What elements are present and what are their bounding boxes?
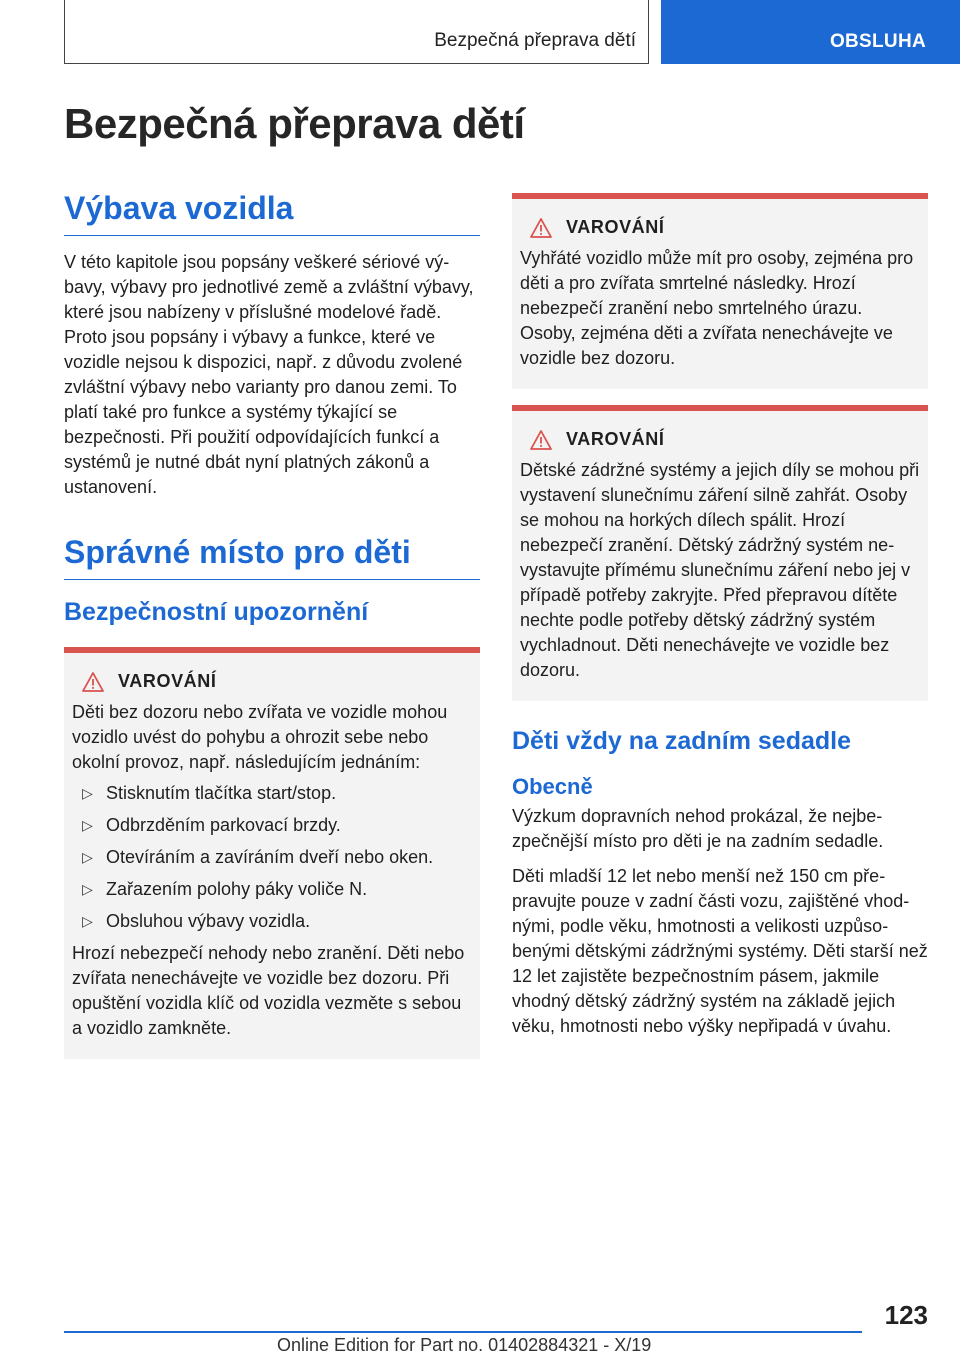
heading-spravne-misto: Správné místo pro děti xyxy=(64,534,480,580)
triangle-bullet-icon: ▷ xyxy=(82,817,93,833)
page-title: Bezpečná přeprava dětí xyxy=(64,100,525,147)
warning-title: VAROVÁNÍ xyxy=(118,671,217,691)
warning-triangle-icon xyxy=(530,218,552,238)
triangle-bullet-icon: ▷ xyxy=(82,881,93,897)
warning-text: Dětské zádržné systémy a jejich díly se mohou při vystavení slunečnímu záření silně zahřát. Osoby se mohou na horkých dílech spálit. Hrozí nebezpečí zranění. Dětský zádržný systém nevystavujte přímému slunečnímu záření nebo jej v případě potřeby zakryjte. Před přepravou dítěte nechte podle potřeby dětský zádržný systém vychladnout. Děti nenechávejte ve vozidle bez dozoru. xyxy=(520,460,920,680)
warning-box-hot-parts xyxy=(512,405,928,701)
triangle-bullet-icon: ▷ xyxy=(82,849,93,865)
page-number: 123 xyxy=(884,1300,928,1330)
warning-header xyxy=(82,671,472,692)
warning-list xyxy=(72,781,472,934)
warning-text: Děti bez dozoru nebo zvířata ve vozidle mohou vozidlo uvést do pohybu a ohrozit sebe nebo okolní provoz, např. následujícím jednáním: xyxy=(72,702,448,772)
list-item: ▷ Otevíráním a zavíráním dveří nebo oken. xyxy=(72,845,472,870)
warning-title: VAROVÁNÍ xyxy=(566,429,665,449)
subheading-bezpecnostni-upozorneni: Bezpečnostní upozornění xyxy=(64,598,369,626)
paragraph-research: Výzkum dopravních nehod prokázal, že nejbezpečnější místo pro děti je na zadním sedadle. xyxy=(512,806,884,851)
footer-edition: Online Edition for Part no. 01402884321 - X/19 xyxy=(277,1335,652,1355)
heading-vybava-vozidla: Výbava vozidla xyxy=(64,190,480,236)
warning-outro: Hrozí nebezpečí nehody nebo zranění. Děti nebo zvířata nenechávejte ve vozidle bez dozoru. Při opuštění vozidla klíč od vozidla vezměte s sebou a vozidlo zamkněte. xyxy=(72,943,465,1038)
warning-triangle-icon xyxy=(530,430,552,450)
header-section-title: Bezpečná přeprava dětí xyxy=(434,30,636,51)
right-column xyxy=(512,193,928,1039)
intro-paragraph: V této kapitole jsou popsány veškeré sériové výbavy, výbavy pro jednotlivé země a zvláštní výbavy, které jsou nabízeny v příslušné modelové řadě. Proto jsou popsány i výbavy a funkce, které ve vozidle nejsou k dispozici, např. z důvodu zvolené zvláštní výbavy nebo varianty pro danou zemi. To platí také pro funkce a systémy týkající se bezpečnosti. Při použití odpovídajících funkcí a systémů je nutné dbát nyní platných zákonů a ustanovení. xyxy=(64,252,474,497)
header-chapter-label: OBSLUHA xyxy=(829,31,926,52)
warning-header xyxy=(530,429,920,450)
list-item: ▷ Zařazením polohy páky voliče N. xyxy=(72,877,472,902)
paragraph-children-under-12: Děti mladší 12 let nebo menší než 150 cm přepravujte pouze v zadní části vozu, zajištěné vhodnými, podle věku, hmotnosti a velikosti uzpůsobenými dětskými zádržnými systémy. Děti starší než 12 let zajistěte bezpečnostním pásem, jakmile vhodný dětský zádržný systém na základě jejich věku, hmotnosti nebo výšky nepřipadá v úvahu. xyxy=(512,866,928,1036)
footer-divider xyxy=(64,1331,862,1333)
heading-deti-na-zadnim-sedadle: Děti vždy na zadním sedadle xyxy=(512,727,851,755)
warning-header xyxy=(530,217,920,238)
warning-box-heated-vehicle xyxy=(512,193,928,389)
triangle-bullet-icon: ▷ xyxy=(82,785,93,801)
warning-text: Vyhřáté vozidlo může mít pro osoby, zejména pro děti a pro zvířata smrtelné následky. Hrozí nebezpečí zranění nebo smrtelného úrazu. Osoby, zejména děti a zvířata nenechávejte ve vozidle bez dozoru. xyxy=(520,248,914,368)
list-item: ▷ Stisknutím tlačítka start/stop. xyxy=(72,781,472,806)
warning-triangle-icon xyxy=(82,672,104,692)
warning-title: VAROVÁNÍ xyxy=(566,217,665,237)
left-column xyxy=(64,190,480,1059)
triangle-bullet-icon: ▷ xyxy=(82,913,93,929)
subheading-obecne: Obecně xyxy=(512,774,593,799)
list-item: ▷ Obsluhou výbavy vozidla. xyxy=(72,909,472,934)
header-section-box xyxy=(64,0,649,64)
header-chapter-tab[interactable] xyxy=(661,0,960,64)
warning-box-children-pets xyxy=(64,647,480,1059)
list-item: ▷ Odbrzděním parkovací brzdy. xyxy=(72,813,472,838)
